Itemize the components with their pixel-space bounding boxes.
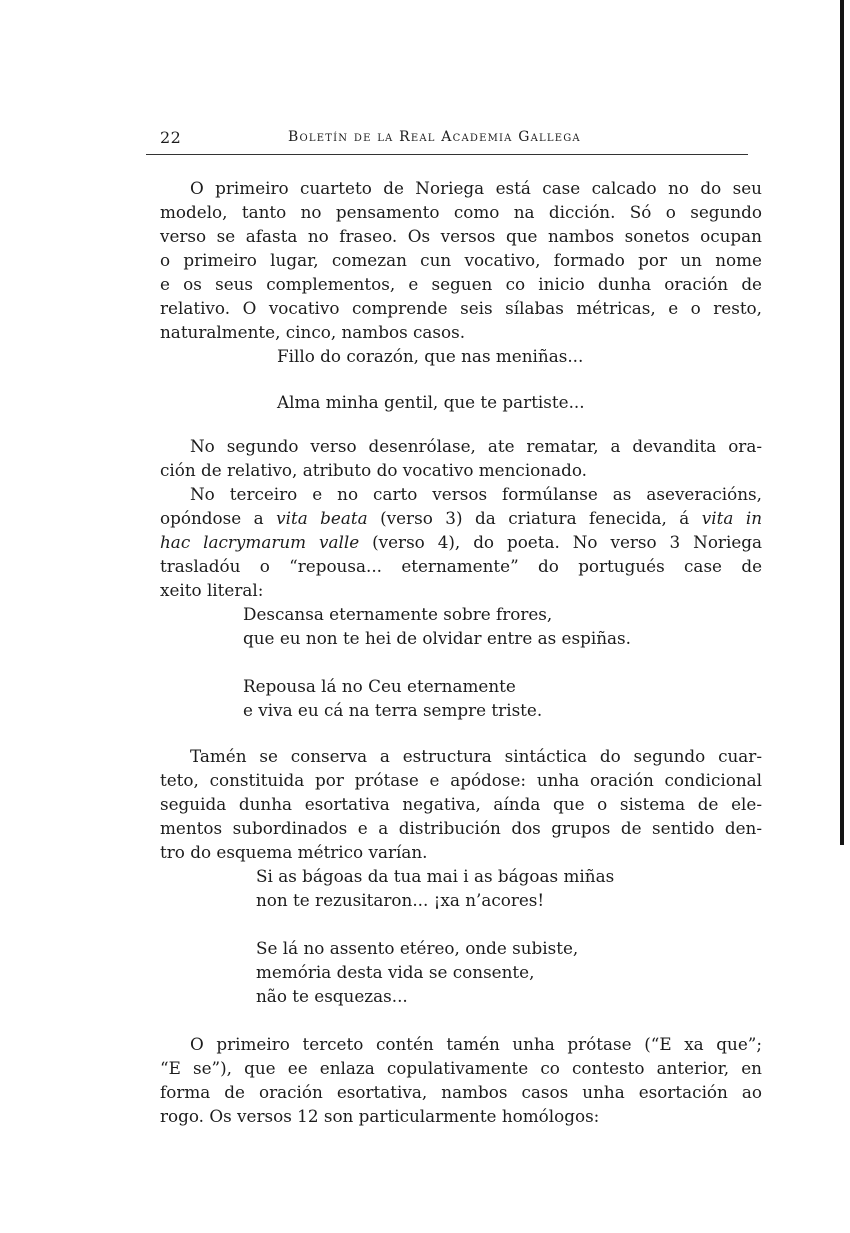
paragraph-5: [160, 1032, 762, 1128]
text-line: Tamén se conserva a estructura sintáctica do segundo cuar-: [190, 746, 762, 766]
text-line: xeito literal:: [160, 580, 264, 600]
text-line: naturalmente, cinco, nambos casos.: [160, 322, 466, 342]
text-line: o primeiro lugar, comezan cun vocativo, formado por un nome: [160, 250, 762, 270]
text-line: seguida dunha esortativa negativa, aínda que o sistema de ele-: [160, 794, 762, 814]
verse-quote-3: [160, 864, 762, 1008]
verse-line: que eu non te hei de olvidar entre as espiñas.: [243, 628, 631, 648]
header-rule: [146, 154, 748, 155]
text-line: trasladóu o “repousa... eternamente” do portugués case de: [160, 556, 762, 576]
verse-quote-1: [160, 344, 762, 414]
text-line: mentos subordinados e a distribución dos grupos de sentido den-: [160, 818, 762, 838]
paragraph-1: [160, 176, 762, 344]
latin-phrase: hac lacrymarum valle: [160, 532, 360, 552]
latin-phrase: vita in: [701, 508, 762, 528]
text-line: opóndose a vita beata (verso 3) da criatura fenecida, á vita in: [160, 508, 762, 528]
text-line: O primeiro cuarteto de Noriega está case calcado no do seu: [190, 178, 762, 198]
paragraph-2: [160, 434, 762, 482]
paragraph-4: [160, 744, 762, 864]
text-line: No terceiro e no carto versos formúlanse as aseveracións,: [190, 484, 762, 504]
paragraph-3: [160, 482, 762, 602]
text-line: tro do esquema métrico varían.: [160, 842, 428, 862]
text-line: forma de oración esortativa, nambos casos unha esortación ao: [160, 1082, 762, 1102]
running-title: Boletín de la Real Academia Gallega: [288, 129, 581, 145]
verse-line: e viva eu cá na terra sempre triste.: [243, 700, 543, 720]
text-line: e os seus complementos, e seguen co inicio dunha oración de: [160, 274, 762, 294]
text-line: modelo, tanto no pensamento como na dicción. Só o segundo: [160, 202, 762, 222]
verse-line: Fillo do corazón, que nas meniñas...: [277, 346, 584, 366]
verse-line: não te esquezas...: [256, 986, 408, 1006]
page-number: 22: [160, 128, 182, 147]
text-line: hac lacrymarum valle (verso 4), do poeta. No verso 3 Noriega: [160, 532, 762, 552]
text-line: teto, constituida por prótase e apódose: unha oración condicional: [160, 770, 762, 790]
latin-phrase: vita beata: [276, 508, 368, 528]
verse-line: non te rezusitaron... ¡xa n’acores!: [256, 890, 545, 910]
verse-line: Se lá no assento etéreo, onde subiste,: [256, 938, 579, 958]
verse-line: Descansa eternamente sobre frores,: [243, 604, 553, 624]
text-line: rogo. Os versos 12 son particularmente homólogos:: [160, 1106, 600, 1126]
verse-line: memória desta vida se consente,: [256, 962, 535, 982]
verse-quote-2: [160, 602, 762, 722]
page-edge-rule: [840, 0, 844, 845]
page-header: [160, 126, 748, 154]
verse-line: Alma minha gentil, que te partiste...: [277, 392, 585, 412]
text-line: ción de relativo, atributo do vocativo mencionado.: [160, 460, 587, 480]
text-line: No segundo verso desenrólase, ate rematar, a devandita ora-: [190, 436, 762, 456]
body-text: [160, 176, 762, 1128]
text-line: O primeiro terceto contén tamén unha prótase (“E xa que”;: [190, 1034, 762, 1054]
verse-line: Si as bágoas da tua mai i as bágoas miñas: [256, 866, 615, 886]
text-line: verso se afasta no fraseo. Os versos que nambos sonetos ocupan: [160, 226, 762, 246]
verse-line: Repousa lá no Ceu eternamente: [243, 676, 516, 696]
text-line: “E se”), que ee enlaza copulativamente co contesto anterior, en: [160, 1058, 762, 1078]
text-line: relativo. O vocativo comprende seis sílabas métricas, e o resto,: [160, 298, 762, 318]
